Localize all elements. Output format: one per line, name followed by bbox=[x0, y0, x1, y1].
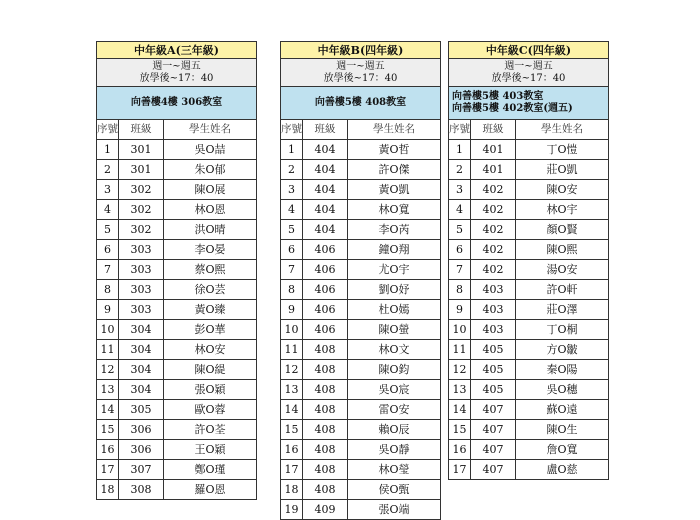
student-no: 14 bbox=[449, 400, 471, 420]
student-no: 1 bbox=[449, 140, 471, 160]
student-class: 407 bbox=[471, 420, 516, 440]
student-class: 304 bbox=[119, 320, 164, 340]
room-cell bbox=[97, 87, 257, 120]
student-row bbox=[281, 140, 441, 160]
student-name: 朱O郁 bbox=[164, 160, 257, 180]
student-class: 304 bbox=[119, 380, 164, 400]
student-name: 陳O螢 bbox=[348, 320, 441, 340]
group-title: 中年級A(三年級) bbox=[97, 42, 257, 59]
student-no: 17 bbox=[97, 460, 119, 480]
col-header-class: 班級 bbox=[119, 120, 164, 140]
student-no: 8 bbox=[449, 280, 471, 300]
student-row bbox=[449, 220, 609, 240]
student-no: 16 bbox=[281, 440, 303, 460]
student-class: 408 bbox=[303, 420, 348, 440]
student-row bbox=[281, 380, 441, 400]
student-class: 302 bbox=[119, 180, 164, 200]
student-no: 18 bbox=[97, 480, 119, 500]
student-no: 14 bbox=[281, 400, 303, 420]
student-row bbox=[281, 240, 441, 260]
student-class: 305 bbox=[119, 400, 164, 420]
student-row bbox=[97, 240, 257, 260]
student-row bbox=[97, 340, 257, 360]
student-class: 408 bbox=[303, 380, 348, 400]
student-no: 2 bbox=[97, 160, 119, 180]
student-class: 402 bbox=[471, 220, 516, 240]
schedule-days: 週一~週五 bbox=[336, 60, 385, 72]
student-name: 吳O宸 bbox=[348, 380, 441, 400]
student-class: 303 bbox=[119, 300, 164, 320]
student-no: 15 bbox=[449, 420, 471, 440]
student-class: 406 bbox=[303, 320, 348, 340]
col-header-name: 學生姓名 bbox=[164, 120, 257, 140]
student-name: 丁O桐 bbox=[516, 320, 609, 340]
student-row bbox=[97, 420, 257, 440]
student-no: 17 bbox=[281, 460, 303, 480]
student-no: 6 bbox=[97, 240, 119, 260]
student-row bbox=[281, 280, 441, 300]
col-header-class: 班級 bbox=[471, 120, 516, 140]
student-no: 8 bbox=[97, 280, 119, 300]
student-class: 401 bbox=[471, 140, 516, 160]
student-name: 詹O寬 bbox=[516, 440, 609, 460]
student-row bbox=[281, 220, 441, 240]
student-class: 404 bbox=[303, 140, 348, 160]
student-row bbox=[449, 320, 609, 340]
student-row bbox=[97, 160, 257, 180]
schedule-hours: 放學後~17：40 bbox=[139, 72, 214, 84]
student-no: 17 bbox=[449, 460, 471, 480]
student-no: 14 bbox=[97, 400, 119, 420]
student-class: 408 bbox=[303, 460, 348, 480]
col-header-class: 班級 bbox=[303, 120, 348, 140]
student-no: 1 bbox=[281, 140, 303, 160]
student-no: 4 bbox=[449, 200, 471, 220]
student-no: 9 bbox=[97, 300, 119, 320]
student-class: 302 bbox=[119, 220, 164, 240]
student-class: 407 bbox=[471, 460, 516, 480]
student-class: 408 bbox=[303, 440, 348, 460]
student-row bbox=[281, 460, 441, 480]
roster-table-c bbox=[448, 41, 609, 480]
student-class: 408 bbox=[303, 360, 348, 380]
student-name: 黃O哲 bbox=[348, 140, 441, 160]
student-row bbox=[281, 400, 441, 420]
student-name: 陳O安 bbox=[516, 180, 609, 200]
student-name: 湯O安 bbox=[516, 260, 609, 280]
schedule-cell bbox=[97, 59, 257, 87]
student-row bbox=[281, 260, 441, 280]
student-row bbox=[97, 200, 257, 220]
student-row bbox=[449, 180, 609, 200]
student-class: 409 bbox=[303, 500, 348, 520]
student-row bbox=[449, 160, 609, 180]
student-no: 12 bbox=[281, 360, 303, 380]
roster-table-b bbox=[280, 41, 441, 520]
student-row bbox=[449, 380, 609, 400]
student-name: 莊O澤 bbox=[516, 300, 609, 320]
student-row bbox=[281, 320, 441, 340]
student-name: 林O寬 bbox=[348, 200, 441, 220]
student-row bbox=[449, 240, 609, 260]
student-class: 408 bbox=[303, 340, 348, 360]
student-no: 5 bbox=[281, 220, 303, 240]
student-name: 陳O鈞 bbox=[348, 360, 441, 380]
col-header-no: 序號 bbox=[449, 120, 471, 140]
student-name: 張O穎 bbox=[164, 380, 257, 400]
student-row bbox=[97, 220, 257, 240]
student-name: 黃O凱 bbox=[348, 180, 441, 200]
student-no: 2 bbox=[449, 160, 471, 180]
student-name: 林O文 bbox=[348, 340, 441, 360]
student-name: 雷O安 bbox=[348, 400, 441, 420]
student-class: 304 bbox=[119, 360, 164, 380]
student-name: 李O芮 bbox=[348, 220, 441, 240]
student-class: 408 bbox=[303, 480, 348, 500]
student-row bbox=[449, 340, 609, 360]
student-no: 7 bbox=[449, 260, 471, 280]
student-name: 王O穎 bbox=[164, 440, 257, 460]
student-row bbox=[449, 300, 609, 320]
student-no: 11 bbox=[449, 340, 471, 360]
student-class: 405 bbox=[471, 340, 516, 360]
student-name: 林O安 bbox=[164, 340, 257, 360]
student-name: 羅O恩 bbox=[164, 480, 257, 500]
student-row bbox=[281, 160, 441, 180]
student-row bbox=[97, 440, 257, 460]
student-class: 402 bbox=[471, 260, 516, 280]
student-class: 403 bbox=[471, 300, 516, 320]
student-class: 303 bbox=[119, 260, 164, 280]
student-row bbox=[97, 320, 257, 340]
col-header-no: 序號 bbox=[281, 120, 303, 140]
student-row bbox=[281, 200, 441, 220]
student-no: 12 bbox=[449, 360, 471, 380]
student-name: 蔡O熙 bbox=[164, 260, 257, 280]
student-name: 林O宇 bbox=[516, 200, 609, 220]
col-header-no: 序號 bbox=[97, 120, 119, 140]
schedule-hours: 放學後~17：40 bbox=[323, 72, 398, 84]
col-header-name: 學生姓名 bbox=[516, 120, 609, 140]
student-no: 6 bbox=[449, 240, 471, 260]
student-class: 402 bbox=[471, 180, 516, 200]
student-name: 陳O生 bbox=[516, 420, 609, 440]
col-header-name: 學生姓名 bbox=[348, 120, 441, 140]
student-class: 303 bbox=[119, 280, 164, 300]
student-name: 方O皺 bbox=[516, 340, 609, 360]
student-name: 歐O蓉 bbox=[164, 400, 257, 420]
student-name: 吳O靜 bbox=[348, 440, 441, 460]
student-no: 3 bbox=[97, 180, 119, 200]
student-row bbox=[97, 460, 257, 480]
student-name: 洪O晴 bbox=[164, 220, 257, 240]
student-no: 15 bbox=[281, 420, 303, 440]
student-row bbox=[97, 180, 257, 200]
room-line: 向善樓5樓 408教室 bbox=[314, 97, 407, 108]
student-name: 吳O穗 bbox=[516, 380, 609, 400]
student-no: 10 bbox=[281, 320, 303, 340]
student-no: 2 bbox=[281, 160, 303, 180]
student-class: 406 bbox=[303, 300, 348, 320]
student-name: 張O端 bbox=[348, 500, 441, 520]
student-class: 306 bbox=[119, 440, 164, 460]
schedule-days: 週一~週五 bbox=[504, 60, 553, 72]
student-row bbox=[449, 460, 609, 480]
student-no: 6 bbox=[281, 240, 303, 260]
student-row bbox=[281, 500, 441, 520]
student-row bbox=[97, 400, 257, 420]
student-name: 蘇O遠 bbox=[516, 400, 609, 420]
student-name: 許O傑 bbox=[348, 160, 441, 180]
student-rows bbox=[449, 140, 609, 480]
student-name: 彭O華 bbox=[164, 320, 257, 340]
student-class: 404 bbox=[303, 160, 348, 180]
student-row bbox=[281, 340, 441, 360]
student-no: 5 bbox=[97, 220, 119, 240]
student-name: 林O瑩 bbox=[348, 460, 441, 480]
student-class: 406 bbox=[303, 260, 348, 280]
student-row bbox=[449, 200, 609, 220]
student-class: 304 bbox=[119, 340, 164, 360]
student-class: 401 bbox=[471, 160, 516, 180]
student-class: 303 bbox=[119, 240, 164, 260]
student-name: 顏O賢 bbox=[516, 220, 609, 240]
student-no: 4 bbox=[281, 200, 303, 220]
student-row bbox=[97, 300, 257, 320]
student-row bbox=[281, 480, 441, 500]
student-no: 4 bbox=[97, 200, 119, 220]
student-class: 301 bbox=[119, 160, 164, 180]
student-row bbox=[97, 260, 257, 280]
schedule-days: 週一~週五 bbox=[152, 60, 201, 72]
student-name: 莊O凱 bbox=[516, 160, 609, 180]
student-name: 盧O慈 bbox=[516, 460, 609, 480]
room-line: 向善樓4樓 306教室 bbox=[130, 97, 223, 108]
student-class: 407 bbox=[471, 400, 516, 420]
student-class: 407 bbox=[471, 440, 516, 460]
student-class: 404 bbox=[303, 220, 348, 240]
room-cell bbox=[281, 87, 441, 120]
student-row bbox=[281, 420, 441, 440]
student-row bbox=[281, 360, 441, 380]
student-class: 308 bbox=[119, 480, 164, 500]
student-no: 10 bbox=[97, 320, 119, 340]
student-no: 19 bbox=[281, 500, 303, 520]
student-no: 1 bbox=[97, 140, 119, 160]
student-no: 16 bbox=[449, 440, 471, 460]
student-name: 許O軒 bbox=[516, 280, 609, 300]
student-row bbox=[281, 440, 441, 460]
student-name: 丁O愷 bbox=[516, 140, 609, 160]
student-name: 黃O臻 bbox=[164, 300, 257, 320]
student-rows bbox=[281, 140, 441, 520]
student-name: 吳O喆 bbox=[164, 140, 257, 160]
student-no: 16 bbox=[97, 440, 119, 460]
student-name: 林O恩 bbox=[164, 200, 257, 220]
student-no: 12 bbox=[97, 360, 119, 380]
student-name: 徐O芸 bbox=[164, 280, 257, 300]
student-row bbox=[281, 300, 441, 320]
student-class: 402 bbox=[471, 200, 516, 220]
student-name: 鄭O瑾 bbox=[164, 460, 257, 480]
student-no: 11 bbox=[97, 340, 119, 360]
group-title: 中年級C(四年級) bbox=[449, 42, 609, 59]
student-row bbox=[449, 440, 609, 460]
student-row bbox=[97, 140, 257, 160]
student-no: 10 bbox=[449, 320, 471, 340]
student-class: 302 bbox=[119, 200, 164, 220]
schedule-hours: 放學後~17：40 bbox=[491, 72, 566, 84]
schedule-cell bbox=[281, 59, 441, 87]
student-no: 18 bbox=[281, 480, 303, 500]
student-class: 404 bbox=[303, 180, 348, 200]
student-row bbox=[97, 280, 257, 300]
student-class: 406 bbox=[303, 280, 348, 300]
student-name: 秦O陽 bbox=[516, 360, 609, 380]
student-row bbox=[449, 280, 609, 300]
student-no: 9 bbox=[281, 300, 303, 320]
student-class: 307 bbox=[119, 460, 164, 480]
student-class: 403 bbox=[471, 320, 516, 340]
student-no: 15 bbox=[97, 420, 119, 440]
student-no: 13 bbox=[97, 380, 119, 400]
student-name: 許O荃 bbox=[164, 420, 257, 440]
student-name: 陳O緹 bbox=[164, 360, 257, 380]
student-name: 侯O甄 bbox=[348, 480, 441, 500]
student-row bbox=[97, 480, 257, 500]
student-no: 8 bbox=[281, 280, 303, 300]
student-row bbox=[449, 140, 609, 160]
student-row bbox=[449, 420, 609, 440]
student-name: 杜O嫣 bbox=[348, 300, 441, 320]
student-no: 3 bbox=[281, 180, 303, 200]
schedule-cell bbox=[449, 59, 609, 87]
student-row bbox=[97, 380, 257, 400]
student-row bbox=[449, 360, 609, 380]
student-no: 13 bbox=[281, 380, 303, 400]
student-name: 李O晏 bbox=[164, 240, 257, 260]
student-no: 11 bbox=[281, 340, 303, 360]
student-row bbox=[449, 260, 609, 280]
student-name: 陳O展 bbox=[164, 180, 257, 200]
student-no: 3 bbox=[449, 180, 471, 200]
student-row bbox=[97, 360, 257, 380]
student-row bbox=[281, 180, 441, 200]
student-name: 賴O辰 bbox=[348, 420, 441, 440]
student-name: 劉O妤 bbox=[348, 280, 441, 300]
group-title: 中年級B(四年級) bbox=[281, 42, 441, 59]
roster-table-a bbox=[96, 41, 257, 500]
student-no: 9 bbox=[449, 300, 471, 320]
student-name: 陳O熙 bbox=[516, 240, 609, 260]
student-name: 尤O宇 bbox=[348, 260, 441, 280]
student-class: 408 bbox=[303, 400, 348, 420]
student-name: 鐘O翔 bbox=[348, 240, 441, 260]
student-class: 402 bbox=[471, 240, 516, 260]
student-row bbox=[449, 400, 609, 420]
student-no: 7 bbox=[97, 260, 119, 280]
room-cell bbox=[449, 87, 609, 120]
student-class: 405 bbox=[471, 360, 516, 380]
room-line: 向善樓5樓 403教室 bbox=[452, 91, 544, 102]
student-no: 7 bbox=[281, 260, 303, 280]
student-no: 13 bbox=[449, 380, 471, 400]
student-class: 404 bbox=[303, 200, 348, 220]
student-class: 403 bbox=[471, 280, 516, 300]
student-class: 406 bbox=[303, 240, 348, 260]
room-line: 向善樓5樓 402教室(週五) bbox=[452, 103, 573, 114]
student-class: 405 bbox=[471, 380, 516, 400]
student-rows bbox=[97, 140, 257, 500]
student-class: 306 bbox=[119, 420, 164, 440]
student-class: 301 bbox=[119, 140, 164, 160]
student-no: 5 bbox=[449, 220, 471, 240]
